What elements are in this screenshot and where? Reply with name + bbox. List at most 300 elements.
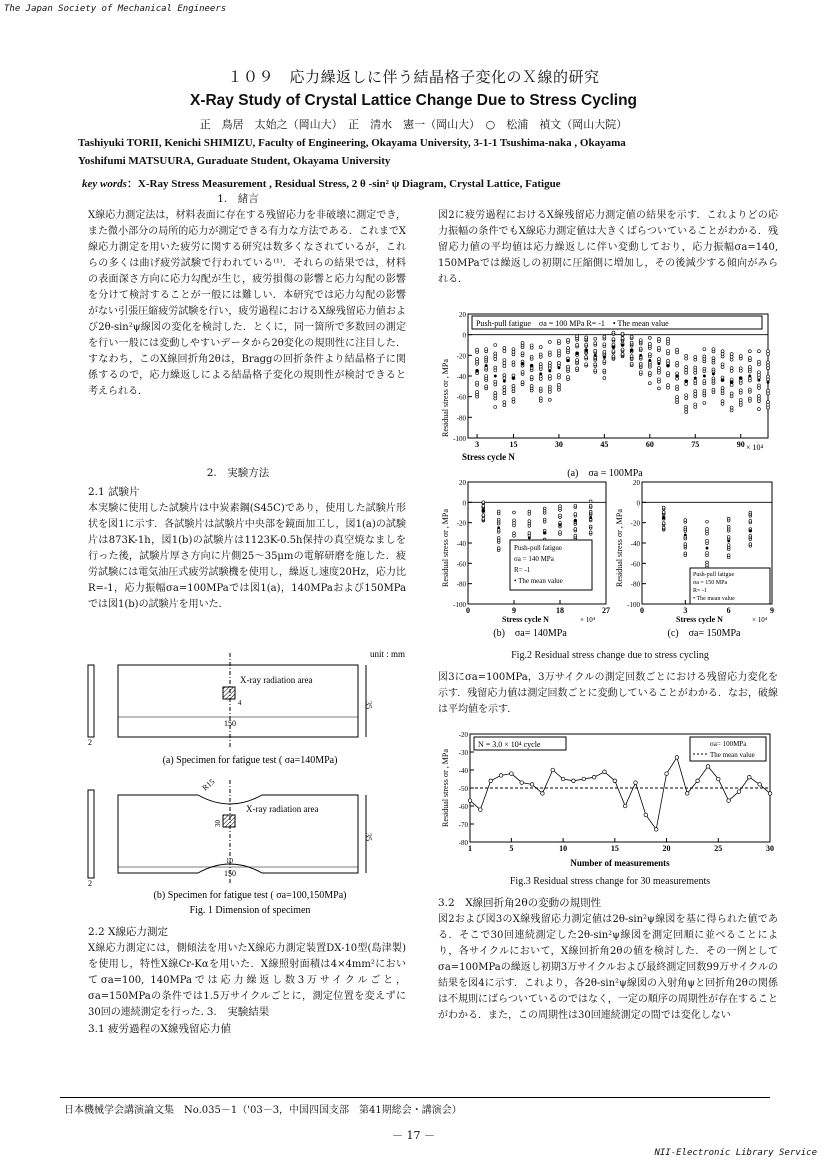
fig2a-point	[603, 369, 606, 372]
fig2b-point	[574, 504, 577, 507]
fig2a-point	[503, 377, 506, 380]
fig2a-point	[476, 381, 479, 384]
fig2a-point	[548, 385, 551, 388]
fig2a-mean-point	[539, 372, 542, 375]
fig2a-point	[576, 367, 579, 370]
fig2b-xtick-label: 0	[466, 606, 470, 615]
fig2a-point	[594, 337, 597, 340]
fig2b-ytick-label: 20	[459, 479, 466, 487]
fig1a-dim-2: 2	[88, 738, 92, 747]
fig2a-point	[667, 371, 670, 374]
fig2a-point	[657, 358, 660, 361]
fig2a-point	[567, 365, 570, 368]
fig2a-point	[603, 335, 606, 338]
fig2a-point	[676, 396, 679, 399]
fig2a-point	[503, 401, 506, 404]
fig3-legend-series: σa= 100MPa	[710, 740, 747, 748]
figure-2a	[440, 308, 780, 479]
fig2a-point	[639, 371, 642, 374]
fig3-point	[613, 779, 617, 783]
fig2a-point	[612, 338, 615, 341]
fig2a-point	[757, 384, 760, 387]
fig3-point	[737, 790, 741, 794]
fig2a-point	[548, 398, 551, 401]
fig2a-point	[757, 408, 760, 411]
fig2a-point	[630, 355, 633, 358]
fig2a-point	[503, 365, 506, 368]
fig3-point	[489, 779, 493, 783]
fig2b-point	[497, 537, 500, 540]
fig1b-dim-r15: R15	[200, 777, 217, 793]
fig3-point	[654, 828, 658, 832]
fig2a-point	[548, 375, 551, 378]
fig2a-point	[748, 388, 751, 391]
fig2a-point	[712, 368, 715, 371]
fig2b-point	[513, 511, 516, 514]
fig2c-caption: (c) σa= 150MPa	[667, 628, 741, 639]
fig2c-ylabel: Residual stress σr , MPa	[615, 509, 624, 587]
fig3-point	[644, 813, 648, 817]
fig3-ytick-label: -80	[458, 839, 468, 847]
fig2a-point	[739, 399, 742, 402]
fig2a-point	[603, 343, 606, 346]
fig2c-ytick-label: -20	[630, 519, 640, 528]
fig2b-mean-point	[482, 509, 485, 512]
fig2a-point	[485, 356, 488, 359]
fig2a-point	[594, 363, 597, 366]
fig2a-point	[557, 374, 560, 377]
fig2a-mean-point	[657, 362, 660, 365]
fig2a-point	[730, 406, 733, 409]
fig3-xtick-label: 15	[610, 844, 619, 853]
fig2a-point	[748, 356, 751, 359]
fig1b-side-view	[88, 790, 94, 878]
fig2a-point	[557, 361, 560, 364]
fig2c-point	[727, 544, 730, 547]
fig2c-point	[684, 543, 687, 546]
fig2a-mean-point	[603, 356, 606, 359]
fig2a-mean-point	[557, 366, 560, 369]
fig2c-mean-point	[662, 516, 665, 519]
fig3-point	[541, 792, 545, 796]
fig2c-point	[662, 522, 665, 525]
fig2a-point	[767, 375, 770, 378]
fig3-ytick-label: -50	[458, 785, 468, 793]
fig2a-point	[676, 372, 679, 375]
fig2c-mean-point	[706, 547, 709, 550]
fig2a-point	[603, 377, 606, 380]
fig2a-ytick-label: -100	[453, 435, 466, 443]
fig3-xtick-label: 30	[766, 844, 774, 853]
fig2a-point	[685, 366, 688, 369]
fig2b-point	[559, 505, 562, 508]
fig2a-xtick-label: 30	[554, 440, 563, 449]
fig3-point	[561, 777, 565, 781]
fig2b-mean-point	[574, 519, 577, 522]
fig1b-xray-area	[223, 815, 235, 827]
section-3-title: 3. 実験結果	[206, 1006, 270, 1018]
fig2c-ytick-label: -60	[630, 560, 640, 569]
fig2a-mean-point	[548, 369, 551, 372]
fig3-series-line	[470, 757, 770, 829]
fig2a-point	[630, 362, 633, 365]
fig2b-point	[559, 531, 562, 534]
fig2a-point	[657, 346, 660, 349]
fig2a-point	[721, 376, 724, 379]
fig2a-mean-point	[712, 372, 715, 375]
fig2a-point	[603, 360, 606, 363]
keywords-label: key words	[82, 178, 127, 190]
fig2b-point	[589, 504, 592, 507]
fig2a-point	[548, 351, 551, 354]
fig2a-mean-point	[476, 369, 479, 372]
fig2a-point	[712, 377, 715, 380]
section-1-text: X線応力測定法は，材料表面に存在する残留応力を非破壊に測定でき，また微小部分の局所的応力が測定できる有力な方法である．これまでX線応力測定を用いた疲労に関する研究は数多くなされているが，これらの多くは曲げ疲労試験で行われている⁽¹⁾．それらの結果では，材料の表面深さ方向に応力勾配が生じ，疲労損傷の影響と応力勾配の影響を分けて検討することが一般には難しい．本研究では応力勾配の影響がない引張圧縮疲労試験を行い，疲労過程におけるX線残留応力値および2θ-sin²ψ線図の変化を検討した．とくに，同一箇所で多数回の測定を行い一般には変動しやすいデータから2θ変化の規則性に注目した．すなわち，このX線回折角2θは，Braggの回折条件より結晶格子に関係するので，応力繰返しによる結晶格子変化の規則性が検討できると考えられる．	[88, 210, 406, 397]
fig2a-mean-point	[530, 364, 533, 367]
fig2a-point	[748, 365, 751, 368]
fig2b-caption: (b) σa= 140MPa	[493, 628, 567, 639]
fig3-point	[716, 777, 720, 781]
fig2b-point	[497, 547, 500, 550]
fig2a-point	[621, 337, 624, 340]
fig2b-point	[497, 518, 500, 521]
fig2c-point	[727, 517, 730, 520]
fig2b-legend-line: σa = 140 MPa	[514, 555, 554, 563]
fig2a-point	[739, 355, 742, 358]
fig2a-point	[567, 376, 570, 379]
fig3-legend-mean: The mean value	[710, 751, 755, 759]
fig2a-point	[603, 350, 606, 353]
fig2a-point	[521, 341, 524, 344]
right-para-3: 図2および図3のX線残留応力測定値は2θ-sin²ψ線図を基に得られた値である．そこで30回連続測定した2θ-sin²ψ線図を測定回順に並べることにより，各サイクルにおいて，X線回折角2θの値を検討した．その一例としてσa=100MPaの繰返し初期3万サイクルおよび最終測定回数99万サイクルの結果を図4に示す．これより，各2θ-sin²ψ線図の入射角ψと回折角2θの関係は不規則にばらついているのではなく，一定の順序の周期性が存在することがわかる．また，この周期性は30回連続測定の間では変化しない	[438, 914, 778, 1021]
keywords	[82, 175, 782, 191]
fig2a-ytick-label: -60	[456, 393, 466, 402]
fig2a-point	[721, 400, 724, 403]
fig3-point	[748, 775, 752, 779]
fig2c-point	[706, 527, 709, 530]
fig1b-dim-2: 2	[88, 879, 92, 888]
fig2a-point	[685, 354, 688, 357]
fig2b-ytick-label: -80	[456, 580, 466, 589]
fig2c-point	[662, 526, 665, 529]
fig2b-legend-line: Push-pull fatigue	[514, 544, 563, 552]
fig2a-xtick-label: 60	[645, 440, 654, 449]
fig2a-point	[657, 367, 660, 370]
fig1b-dim-35: 35	[364, 833, 373, 841]
fig2a-point	[703, 367, 706, 370]
fig2b-point	[528, 520, 531, 523]
fig2a-point	[539, 397, 542, 400]
fig3-ylabel: Residual stress σr , MPa	[441, 749, 450, 827]
fig2a-point	[476, 348, 479, 351]
fig2a-point	[657, 387, 660, 390]
fig2c-point	[684, 526, 687, 529]
fig2c-point	[662, 511, 665, 514]
fig2a-point	[503, 392, 506, 395]
fig2b-point	[589, 500, 592, 503]
fig2b-xtick-label: 27	[602, 606, 610, 615]
fig2b-point	[574, 534, 577, 537]
fig2a-point	[512, 398, 515, 401]
fig2a-mean-point	[757, 379, 760, 382]
fig2b-mean-point	[497, 526, 500, 529]
fig2c-point	[706, 539, 709, 542]
fig3-point	[685, 792, 689, 796]
fig2c-legend-line: σa = 150 MPa	[693, 580, 728, 586]
fig2c-plot	[627, 479, 774, 615]
fig2a-point	[503, 374, 506, 377]
fig2a-ytick-label: -20	[456, 352, 466, 361]
fig2a-ytick-label: -80	[456, 414, 466, 423]
fig2b-point	[513, 519, 516, 522]
fig2a-point	[630, 341, 633, 344]
fig2a-point	[639, 362, 642, 365]
fig2a-point	[594, 349, 597, 352]
fig2c-point	[684, 552, 687, 555]
fig2a-point	[767, 400, 770, 403]
affiliation-line-1: Tashiyuki TORII, Kenichi SHIMIZU, Faculty of Engineering, Okayama University, 3-1-1 Tsushima-naka , Okayama	[78, 137, 626, 149]
fig2a-mean-point	[485, 364, 488, 367]
fig2b-ytick-label: -40	[456, 540, 466, 548]
fig2b-point	[482, 501, 485, 504]
fig2c-ytick-label: 20	[633, 479, 640, 487]
figure-3	[440, 728, 780, 868]
fig2c-legend-line: Push-pull fatigue	[693, 572, 735, 578]
fig2a-xtick-label: 3	[475, 440, 480, 449]
fig2a-mean-point	[739, 377, 742, 380]
fig2c-legend-line: R= -1	[693, 588, 707, 594]
fig2a-mean-point	[648, 359, 651, 362]
keywords-text: ：X-Ray Stress Measurement , Residual Stress, 2 θ -sin² ψ Diagram, Crystal Lattice, Fatigue	[126, 178, 561, 190]
figure-2c	[614, 478, 789, 638]
fig3-point	[603, 770, 607, 774]
fig2a-point	[685, 405, 688, 408]
figure-1	[80, 645, 420, 925]
fig2a-xtick-label: 45	[600, 440, 609, 449]
fig2a-mean-point	[494, 375, 497, 378]
fig2a-mean-point	[748, 375, 751, 378]
fig2a-point	[712, 357, 715, 360]
fig2b-point	[574, 528, 577, 531]
fig2a-point	[594, 369, 597, 372]
fig2a-mean-point	[512, 377, 515, 380]
figure-2b	[440, 478, 620, 638]
fig2a-point	[739, 367, 742, 370]
fig2a-point	[703, 379, 706, 382]
fig2a-caption: (a) σa = 100MPa	[567, 468, 643, 479]
fig2a-point	[767, 389, 770, 392]
fig2c-point	[706, 520, 709, 523]
fig1b-dim-30: 30	[214, 820, 222, 827]
fig2a-point	[676, 385, 679, 388]
fig2a-point	[476, 390, 479, 393]
fig2a-point	[748, 397, 751, 400]
section-2-title: 2. 実験方法	[206, 467, 270, 479]
fig2a-point	[539, 363, 542, 366]
fig2a-point	[503, 389, 506, 392]
fig2a-mean-point	[576, 352, 579, 355]
fig2a-point	[503, 386, 506, 389]
fig2b-x-multiplier: × 10⁴	[580, 616, 596, 624]
fig2a-mean-point	[594, 354, 597, 357]
fig2a-xlabel: Stress cycle N	[462, 452, 515, 462]
fig2b-point	[482, 504, 485, 507]
title-japanese: １０９ 応力繰返しに伴う結晶格子変化のＸ線的研究	[227, 68, 600, 86]
fig2a-mean-point	[585, 349, 588, 352]
fig2a-ytick-label: 20	[459, 311, 466, 319]
fig2b-ytick-label: -60	[456, 560, 466, 569]
fig2a-point	[721, 363, 724, 366]
fig2c-point	[727, 554, 730, 557]
fig2a-point	[612, 355, 615, 358]
fig1a-xray-area	[223, 687, 235, 699]
fig2a-point	[621, 332, 624, 335]
fig1-caption: Fig. 1 Dimension of specimen	[189, 905, 311, 916]
fig2a-mean-point	[721, 379, 724, 382]
fig3-point	[572, 779, 576, 783]
fig2a-point	[494, 380, 497, 383]
fig2a-point	[539, 346, 542, 349]
fig2c-point	[749, 543, 752, 546]
fig2a-point	[657, 378, 660, 381]
fig2a-point	[494, 406, 497, 409]
fig2c-mean-point	[749, 529, 752, 532]
fig2a-point	[730, 378, 733, 381]
fig3-point	[758, 783, 762, 787]
fig2a-point	[667, 350, 670, 353]
fig2a-point	[494, 352, 497, 355]
fig2c-point	[706, 561, 709, 564]
fig2a-point	[612, 343, 615, 346]
fig3-point	[592, 775, 596, 779]
fig2b-ytick-label: -100	[453, 601, 466, 609]
fig3-caption: Fig.3 Residual stress change for 30 measurements	[509, 876, 711, 887]
fig2a-mean-point	[621, 344, 624, 347]
fig2b-point	[482, 514, 485, 517]
right-para-1: 図2に疲労過程におけるX線残留応力測定値の結果を示す．これよりどの応力振幅の条件でもX線応力測定値は大きくばらついていることがわかる．残留応力値の平均値は応力繰返しに伴い変動しており，応力振幅σa=140, 150MPaでは繰返しの初期に圧縮側に増加し，その後減少する傾向がみられる．	[438, 210, 778, 285]
fig1b-top-view	[118, 795, 358, 873]
fig2a-point	[512, 384, 515, 387]
fig2b-legend-line: • The mean value	[514, 577, 563, 585]
fig2a-point	[530, 355, 533, 358]
fig2a-point	[648, 353, 651, 356]
fig2a-mean-point	[730, 381, 733, 384]
fig2b-mean-point	[589, 516, 592, 519]
fig2a-point	[503, 347, 506, 350]
fig3-point	[696, 779, 700, 783]
fig2c-ytick-label: -100	[627, 601, 640, 609]
fig3-point	[468, 799, 472, 803]
fig2a-point	[494, 344, 497, 347]
section-3-2-title: 3.2 X線回折角2θの変動の規則性	[438, 897, 602, 909]
fig2c-point	[727, 536, 730, 539]
fig2a-point	[494, 391, 497, 394]
fig1a-caption: (a) Specimen for fatigue test ( σa=140MPa)	[162, 755, 338, 766]
fig2b-mean-point	[528, 537, 531, 540]
fig3-point	[510, 772, 514, 776]
fig2a-point	[503, 350, 506, 353]
fig2c-mean-point	[684, 533, 687, 536]
fig3-ytick-label: -20	[458, 731, 468, 739]
fig2a-mean-point	[521, 362, 524, 365]
fig2a-point	[557, 339, 560, 342]
fig2a-point	[567, 338, 570, 341]
fig2c-ytick-label: 0	[636, 499, 640, 508]
fig3-label: N = 3.0 × 10⁴ cycle	[478, 740, 541, 749]
fig3-xtick-label: 1	[468, 844, 472, 853]
fig2b-point	[574, 513, 577, 516]
fig3-point	[675, 756, 679, 760]
fig2a-point	[548, 361, 551, 364]
fig2a-point	[694, 356, 697, 359]
fig2c-mean-point	[727, 540, 730, 543]
fig2b-ytick-label: -20	[456, 519, 466, 528]
fig1b-dim-10: 10	[226, 857, 233, 865]
affiliation-line-2: Yoshifumi MATSUURA, Guraduate Student, Okayama University	[78, 155, 391, 167]
fig2a-point	[703, 389, 706, 392]
fig2a-point	[676, 348, 679, 351]
title-english: X-Ray Study of Crystal Lattice Change Due to Stress Cycling	[189, 92, 638, 109]
fig2a-point	[494, 366, 497, 369]
fig2c-xtick-label: 6	[726, 606, 731, 615]
fig1a-side-view	[88, 665, 94, 737]
fig2a-point	[612, 350, 615, 353]
fig1-unit: unit : mm	[370, 649, 406, 659]
fig2a-mean-point	[612, 346, 615, 349]
fig2a-point	[503, 359, 506, 362]
fig2a-point	[667, 337, 670, 340]
fig2c-legend-line: • The mean value	[693, 596, 735, 602]
fig2a-point	[585, 363, 588, 366]
fig2b-ytick-label: 0	[462, 499, 466, 508]
fig2b-point	[513, 532, 516, 535]
fig3-xlabel: Number of measurements	[570, 858, 670, 868]
fig2a-point	[757, 394, 760, 397]
fig2a-xtick-label: 75	[691, 440, 700, 449]
fig3-point	[499, 774, 503, 778]
fig1b-caption: (b) Specimen for fatigue test ( σa=100,150MPa)	[153, 890, 347, 901]
fig2a-point	[712, 348, 715, 351]
right-para-2: 図3にσa=100MPa，3万サイクルの測定回数ごとにおける残留応力変化を示す．残留応力値は測定回数ごとに変動していることがわかる．なお，破線は平均値を示す．	[438, 672, 778, 715]
fig3-point	[727, 799, 731, 803]
fig2c-x-multiplier: × 10⁴	[752, 616, 768, 624]
fig2a-mean-point	[685, 380, 688, 383]
fig2a-point	[557, 383, 560, 386]
section-2-1-text: 本実験に使用した試験片は中炭素鋼(S45C)であり，使用した試験片形状を図1に示す．各試験片は試験片中央部を鏡面加工し，図1(a)の試験片は873K-1h，図1(b)の試験片は1123K-0.5h保持の真空焼なましを行った後，試験片厚さ方向に片側25～35μmの電解研磨を施した．疲労試験には電気油圧式疲労試験機を使用し，繰返し速度20Hz，応力比R=-1，応力振幅σa=100MPaでは図1(a)，140MPaおよび150MPaでは図1(b)の試験片を用いた．	[88, 503, 406, 610]
fig2a-point	[485, 375, 488, 378]
fig2a-point	[567, 347, 570, 350]
fig2a-point	[721, 350, 724, 353]
fig2a-point	[585, 343, 588, 346]
fig2a-point	[648, 336, 651, 339]
fig2a-point	[548, 340, 551, 343]
fig3-point	[706, 765, 710, 769]
fig2a-point	[557, 349, 560, 352]
fig2b-xtick-label: 18	[556, 606, 564, 615]
fig3-ytick-label: -70	[458, 821, 468, 829]
fig2a-point	[476, 358, 479, 361]
fig2c-xlabel: Stress cycle N	[676, 615, 723, 624]
fig2a-point	[594, 342, 597, 345]
fig3-xtick-label: 5	[509, 844, 514, 853]
fig2c-xtick-label: 0	[640, 606, 644, 615]
fig2a-point	[694, 403, 697, 406]
fig2a-point	[576, 359, 579, 362]
fig3-point	[479, 808, 483, 812]
fig2c-point	[684, 519, 687, 522]
fig2a-mean-point	[503, 380, 506, 383]
fig2a-point	[676, 361, 679, 364]
